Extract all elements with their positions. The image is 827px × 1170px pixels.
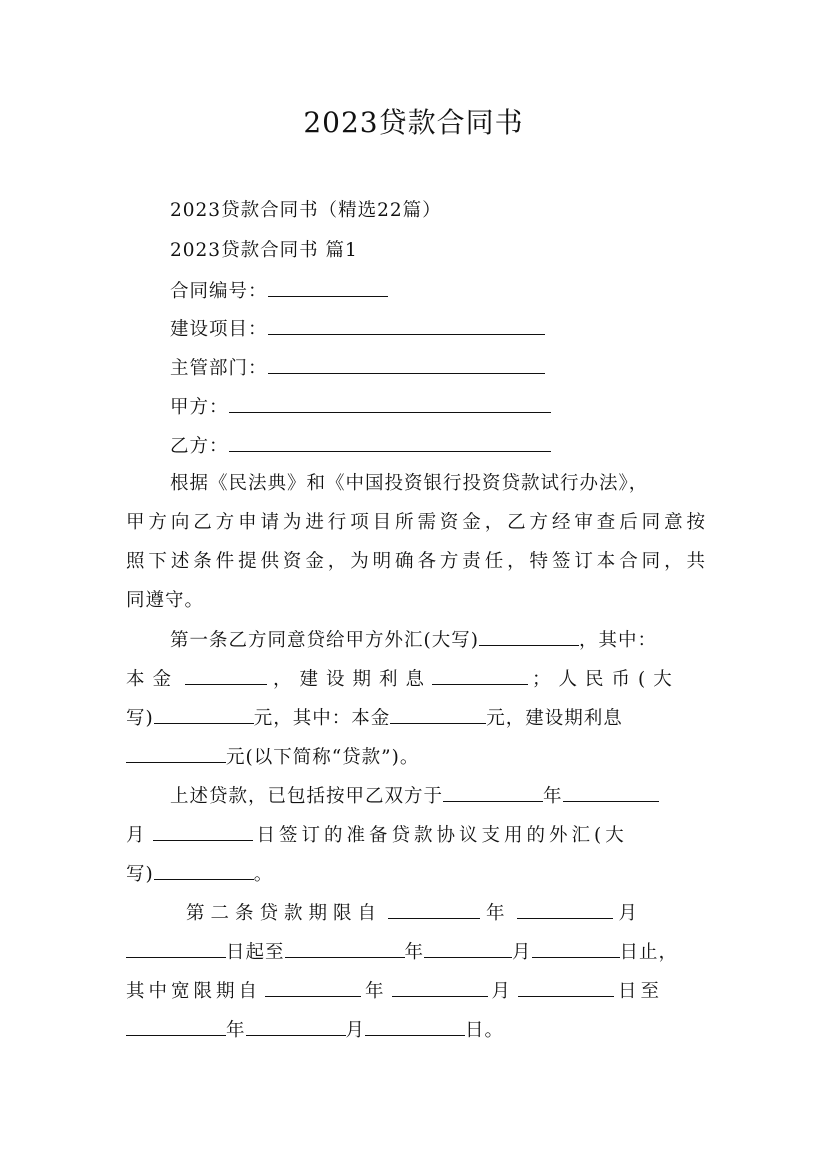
para4-line2 [126, 939, 706, 966]
text-run: 元，其中：本金 [253, 708, 391, 729]
para1-line1: 根据《民法典》和《中国投资银行投资贷款试行办法》， [170, 473, 649, 494]
blank-underline [563, 783, 659, 802]
para2-line4 [126, 744, 706, 771]
blank-underline [532, 939, 620, 958]
field-label: 乙方： [170, 436, 229, 457]
field-label: 甲方： [170, 397, 229, 418]
para2-line3 [126, 705, 706, 732]
blank-underline [265, 978, 361, 997]
text-run: 日止， [619, 942, 679, 963]
blank-underline [424, 939, 512, 958]
para1-line4: 同遵守。 [126, 590, 205, 611]
para2-line2 [126, 666, 706, 693]
text-run: 日。 [465, 1020, 505, 1041]
blank-underline [479, 627, 579, 646]
para3-line2 [126, 822, 706, 849]
para4-line3 [126, 978, 706, 1005]
field-label: 合同编号： [170, 281, 268, 302]
project-field [126, 316, 750, 343]
text-run: 元，建设期利息 [486, 708, 623, 729]
blank-underline [392, 978, 488, 997]
text-run: 日至 [618, 981, 664, 1002]
blank-underline [268, 316, 545, 335]
party-b-field [126, 433, 750, 460]
text-run: 第一条乙方同意贷给甲方外汇(大写) [170, 630, 479, 651]
field-label: 建设项目： [170, 319, 268, 340]
department-field [126, 355, 750, 382]
blank-underline [154, 861, 254, 880]
text-run: 月 [618, 903, 644, 924]
text-run: 日起至 [226, 942, 285, 963]
text-run: ；人民币(大 [532, 669, 680, 690]
text-run: 年 [404, 942, 425, 963]
text-run: 写) [126, 708, 154, 729]
text-run: 年 [486, 903, 511, 924]
document-subtitle: 2023贷款合同书（精选22篇） [170, 200, 442, 221]
blank-underline [517, 900, 613, 919]
blank-underline [268, 278, 388, 297]
para3-line3 [126, 861, 706, 888]
blank-underline [229, 394, 551, 413]
blank-underline [126, 1017, 226, 1036]
contract-number-field [126, 278, 750, 305]
blank-underline [518, 978, 614, 997]
text-run: 元(以下简称“贷款”)。 [226, 747, 420, 768]
blank-underline [388, 900, 480, 919]
document-title: 2023贷款合同书 [303, 106, 524, 139]
text-run: 年 [543, 786, 563, 807]
text-run: 其中宽限期自 [126, 981, 262, 1002]
blank-underline [154, 705, 254, 724]
text-run: ，其中： [578, 630, 657, 651]
text-run: 日签订的准备贷款协议支用的外汇(大 [256, 825, 628, 846]
text-run: 月 [512, 942, 532, 963]
blank-underline [229, 433, 551, 452]
blank-underline [443, 783, 543, 802]
blank-underline [153, 822, 253, 841]
para2-line1 [126, 627, 750, 654]
blank-underline [246, 1017, 346, 1036]
text-run: ，建设期利息 [273, 669, 433, 690]
blank-underline [285, 939, 405, 958]
text-run: 年 [226, 1020, 246, 1041]
para1-line2: 甲方向乙方申请为进行项目所需资金，乙方经审查后同意按 [126, 512, 706, 533]
text-run: 上述贷款，已包括按甲乙双方于 [170, 786, 444, 807]
blank-underline [185, 666, 267, 685]
text-run: 写) [126, 864, 154, 885]
field-label: 主管部门： [170, 358, 268, 379]
blank-underline [365, 1017, 465, 1036]
party-a-field [126, 394, 750, 421]
para4-line4 [126, 1017, 706, 1044]
text-run: 年 [365, 981, 388, 1002]
blank-underline [268, 355, 545, 374]
text-run: 月 [126, 825, 149, 846]
text-run: 。 [253, 864, 274, 885]
para1-line3: 照下述条件提供资金，为明确各方责任，特签订本合同，共 [126, 551, 706, 572]
text-run: 月 [491, 981, 515, 1002]
blank-underline [126, 744, 226, 763]
text-run: 月 [345, 1020, 366, 1041]
text-run: 本金 [126, 669, 180, 690]
para3-line1 [126, 783, 750, 810]
blank-underline [390, 705, 486, 724]
text-run: 第二条贷款期限自 [186, 903, 383, 924]
para4-line1 [126, 900, 766, 927]
blank-underline [126, 939, 226, 958]
blank-underline [432, 666, 528, 685]
section-heading: 2023贷款合同书 篇1 [170, 240, 358, 261]
